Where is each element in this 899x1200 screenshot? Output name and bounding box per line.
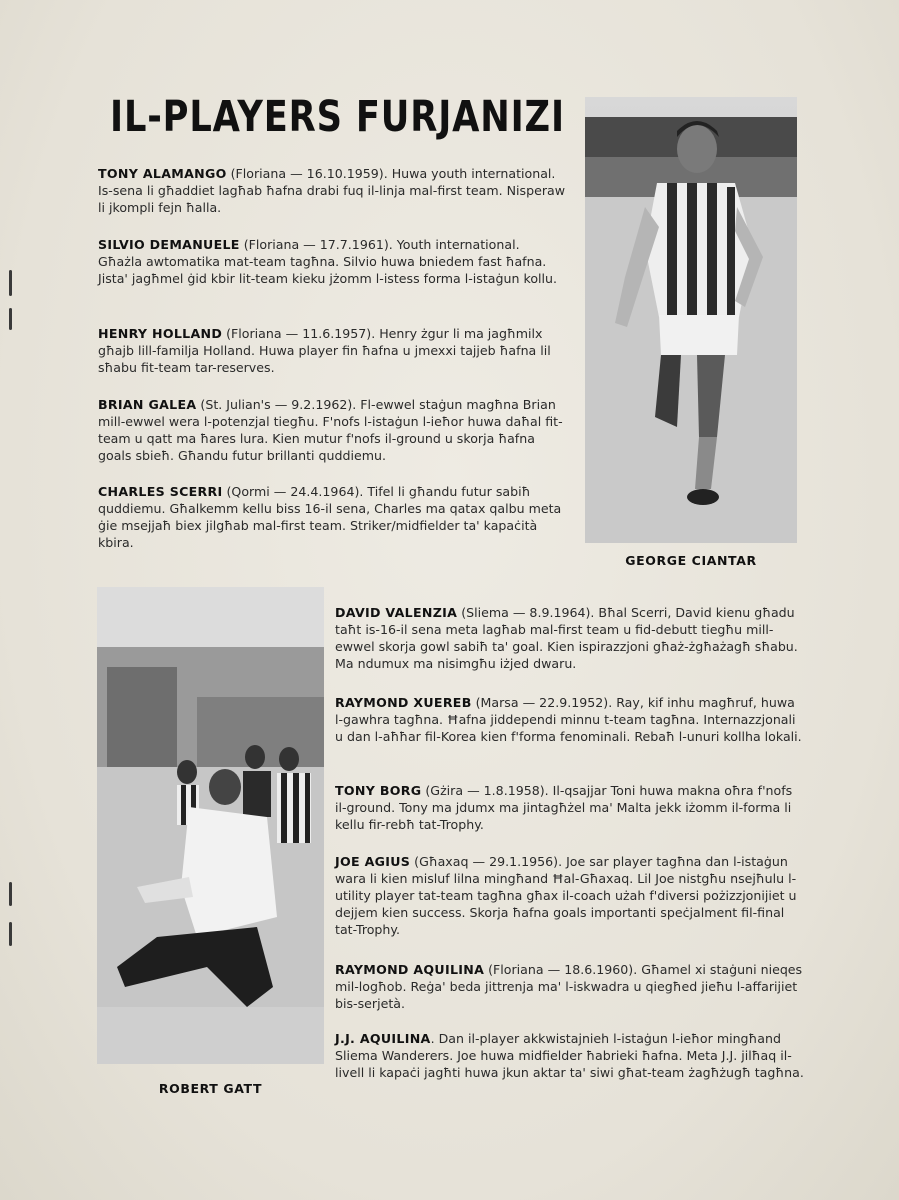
player-bio: (Marsa — 22.9.1952). Ray, kif inhu magħruf, huwa l-gawhra tagħna. Ħafna jiddependi minnu t-team tagħna. Internazzjonali u dan l-aħħar fil-Korea kien f'forma fenominali. Rebaħ l-unuri kollha lokali. xyxy=(335,695,802,744)
bio-henry-holland xyxy=(98,325,566,376)
bio-raymond-aquilina xyxy=(335,961,805,1012)
binder-mark xyxy=(9,270,12,296)
bio-silvio-demanuele xyxy=(98,236,566,287)
player-bio: (Floriana — 17.7.1961). Youth international. Għażla awtomatika mat-team tagħna. Silvio huwa bniedem fast ħafna. Jista' jagħmel ġid kbir lit-team kieku jżomm l-istess forma l-istaġun kollu. xyxy=(98,237,558,286)
player-bio: . Dan il-player akkwistajnieh l-istaġun l-ieħor mingħand Sliema Wanderers. Joe huwa midfielder ħabrieki ħafna. Meta J.J. jilħaq il-livell li kapaċi jagħti huwa jkun aktar ta' siwi għat-team żagħżugħ tagħna. xyxy=(335,1031,804,1080)
binder-mark xyxy=(9,882,12,906)
player-name: DAVID VALENZIA xyxy=(335,605,458,620)
bio-tony-borg xyxy=(335,782,805,833)
player-bio: (Floriana — 11.6.1957). Henry żgur li ma jagħmilx għajb lill-familja Holland. Huwa player fin ħafna u jmexxi tajjeb ħafna lil sħabu fit-team tar-reserves. xyxy=(98,326,551,375)
player-name: RAYMOND AQUILINA xyxy=(335,962,485,977)
bio-david-valenzia xyxy=(335,604,805,672)
bio-raymond-xuereb xyxy=(335,694,805,745)
bio-charles-scerri xyxy=(98,483,566,551)
player-name: RAYMOND XUEREB xyxy=(335,695,472,710)
caption-robert-gatt: ROBERT GATT xyxy=(158,1081,263,1096)
player-photo-illustration xyxy=(585,97,797,543)
binder-mark xyxy=(9,922,12,946)
caption-george-ciantar: GEORGE CIANTAR xyxy=(625,553,757,568)
player-bio: (Għaxaq — 29.1.1956). Joe sar player tagħna dan l-istaġun wara li kien misluf lilna mingħand Ħal-Għaxaq. Lil Joe nistgħu nsejħulu l-utility player tat-team tagħna għax il-coach użah f'diversi pożizzjonijiet u dejjem kien success. Skorja ħafna goals importanti speċjalment fil-final tat-Trophy. xyxy=(335,854,797,937)
player-photo-illustration xyxy=(97,587,324,1064)
player-bio: (Sliema — 8.9.1964). Bħal Scerri, David kienu għadu taħt is-16-il sena meta lagħab mal-first team u fid-debutt tiegħu mill-ewwel skorja gowl sabiħ ta' goal. Kien ispirazzjoni għaż-żgħażagħ sħabu. Ma ndumux ma nisimgħu iżjed dwaru. xyxy=(335,605,798,671)
player-bio: (Floriana — 16.10.1959). Huwa youth international. Is-sena li għaddiet lagħab ħafna drabi fuq il-linja mal-first team. Nisperaw li jkompli fejn ħalla. xyxy=(98,166,566,215)
player-bio: (Floriana — 18.6.1960). Għamel xi staġuni nieqes mil-logħob. Reġa' beda jittrenja ma' l-iskwadra u qiegħed jieħu l-affarijiet bis-serjetà. xyxy=(335,962,803,1011)
player-name: JOE AGIUS xyxy=(335,854,411,869)
bio-joe-agius xyxy=(335,853,805,938)
player-name: TONY ALAMANGO xyxy=(98,166,227,181)
player-bio: (Qormi — 24.4.1964). Tifel li għandu futur sabiħ quddiemu. Għalkemm kellu biss 16-il sena, Charles ma qatax qalbu meta ġie msejjaħ biex jilgħab mal-first team. Striker/midfielder ta' kapaċità kbira. xyxy=(98,484,562,550)
player-name: CHARLES SCERRI xyxy=(98,484,223,499)
player-name: J.J. AQUILINA xyxy=(335,1031,431,1046)
player-name: SILVIO DEMANUELE xyxy=(98,237,240,252)
player-bio: (St. Julian's — 9.2.1962). Fl-ewwel staġun magħna Brian mill-ewwel wera l-potenzjal tiegħu. F'nofs l-istaġun l-ieħor huwa daħal fit-team u qatt ma ħares lura. Kien mutur f'nofs il-ground u skorja ħafna goals sbieħ. Għandu futur brillanti quddiemu. xyxy=(98,397,563,463)
bio-tony-alamango xyxy=(98,165,566,216)
player-name: BRIAN GALEA xyxy=(98,397,197,412)
player-name: HENRY HOLLAND xyxy=(98,326,223,341)
player-name: TONY BORG xyxy=(335,783,422,798)
bio-brian-galea xyxy=(98,396,566,464)
photo-robert-gatt xyxy=(97,587,324,1064)
photo-george-ciantar xyxy=(585,97,797,543)
player-bio: (Gżira — 1.8.1958). Il-qsajjar Toni huwa makna oħra f'nofs il-ground. Tony ma jdumx ma jintagħżel ma' Malta jekk iżomm il-forma li kellu fir-rebħ tat-Trophy. xyxy=(335,783,793,832)
binder-mark xyxy=(9,308,12,330)
page-title: IL-PLAYERS FURJANIZI xyxy=(110,92,565,142)
bio-jj-aquilina xyxy=(335,1030,805,1081)
